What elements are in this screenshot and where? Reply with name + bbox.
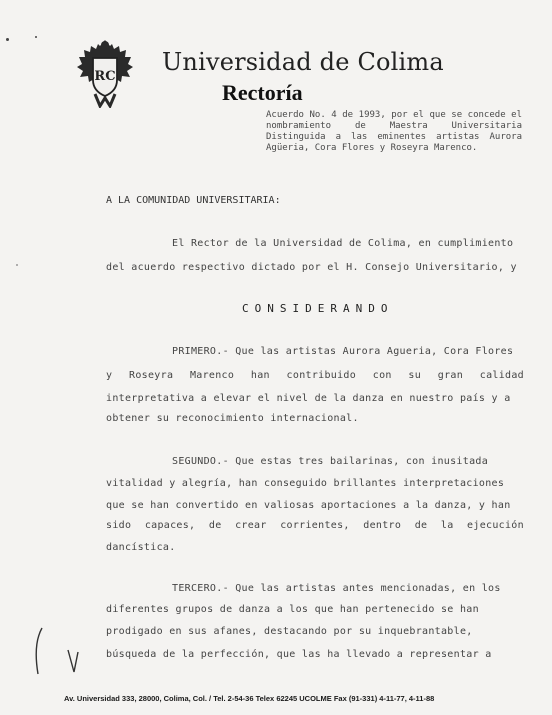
margin-pen-mark: [28, 622, 88, 682]
tercero-line-1: TERCERO.- Que las artistas antes mencionadas, en los: [172, 583, 501, 594]
intro-line-2: del acuerdo respectivo dictado por el H. Consejo Universitario, y: [106, 262, 517, 273]
word: y: [106, 370, 113, 381]
office-title: Rectoría: [222, 80, 303, 105]
word: Marenco: [189, 370, 235, 381]
segundo-line-3: que se han convertido en valiosas aportaciones a la danza, y han: [106, 500, 511, 511]
intro-line-1: El Rector de la Universidad de Colima, en cumplimiento: [172, 238, 514, 249]
scan-speck: [16, 264, 18, 266]
intro-line: [106, 262, 524, 273]
word: han: [250, 370, 270, 381]
decree-summary: Acuerdo No. 4 de 1993, por el que se concede el nombramiento de Maestra Universitaria Distinguida a las eminentes artistas Aurora Agüeria, Cora Flores y Roseyra Marenco.: [266, 110, 522, 153]
segundo-line-4: [106, 520, 524, 531]
word: con: [372, 370, 392, 381]
word: Roseyra: [129, 370, 174, 381]
footer-address: Av. Universidad 333, 28000, Colima, Col. / Tel. 2-54-36 Telex 62245 UCOLME Fax (91-331) 4-11-77, 4-11-88: [64, 694, 435, 703]
segundo-line-1: SEGUNDO.- Que estas tres bailarinas, con inusitada: [172, 456, 489, 467]
university-name: Universidad de Colima: [162, 48, 444, 76]
tercero-line-2: diferentes grupos de danza a los que han pertenecido se han: [106, 604, 479, 615]
word: capaces,: [144, 520, 196, 531]
intro-line: [172, 238, 524, 249]
primero-line-4: obtener su reconocimiento internacional.: [106, 413, 359, 424]
addressee: A LA COMUNIDAD UNIVERSITARIA:: [106, 195, 281, 206]
primero-line-3: interpretativa a elevar el nivel de la danza en nuestro país y a: [106, 393, 511, 404]
word: su: [408, 370, 422, 381]
segundo-line-5: dancística.: [106, 542, 176, 553]
scan-speck: [35, 36, 37, 38]
university-eagle-crest-icon: [76, 36, 134, 108]
tercero-line-4: búsqueda de la perfección, que las ha llevado a representar a: [106, 649, 492, 660]
segundo-line-2: vitalidad y alegría, han conseguido brillantes interpretaciones: [106, 478, 505, 489]
word: calidad: [479, 370, 524, 381]
scan-speck: [6, 38, 9, 41]
word: dentro: [363, 520, 402, 531]
word: sido: [106, 520, 132, 531]
word: de: [208, 520, 222, 531]
primero-line-1: PRIMERO.- Que las artistas Aurora Agueria, Cora Flores: [172, 346, 514, 357]
word: crear: [235, 520, 267, 531]
crest-letters: RC: [94, 69, 116, 84]
word: corrientes,: [280, 520, 350, 531]
section-heading: CONSIDERANDO: [242, 302, 394, 315]
word: contribuido: [286, 370, 357, 381]
primero-line-2: [106, 370, 524, 381]
tercero-line-3: prodigado en sus afanes, destacando por su inquebrantable,: [106, 626, 473, 637]
word: gran: [437, 370, 464, 381]
word: ejecución: [467, 520, 524, 531]
word: de: [414, 520, 428, 531]
word: la: [440, 520, 454, 531]
